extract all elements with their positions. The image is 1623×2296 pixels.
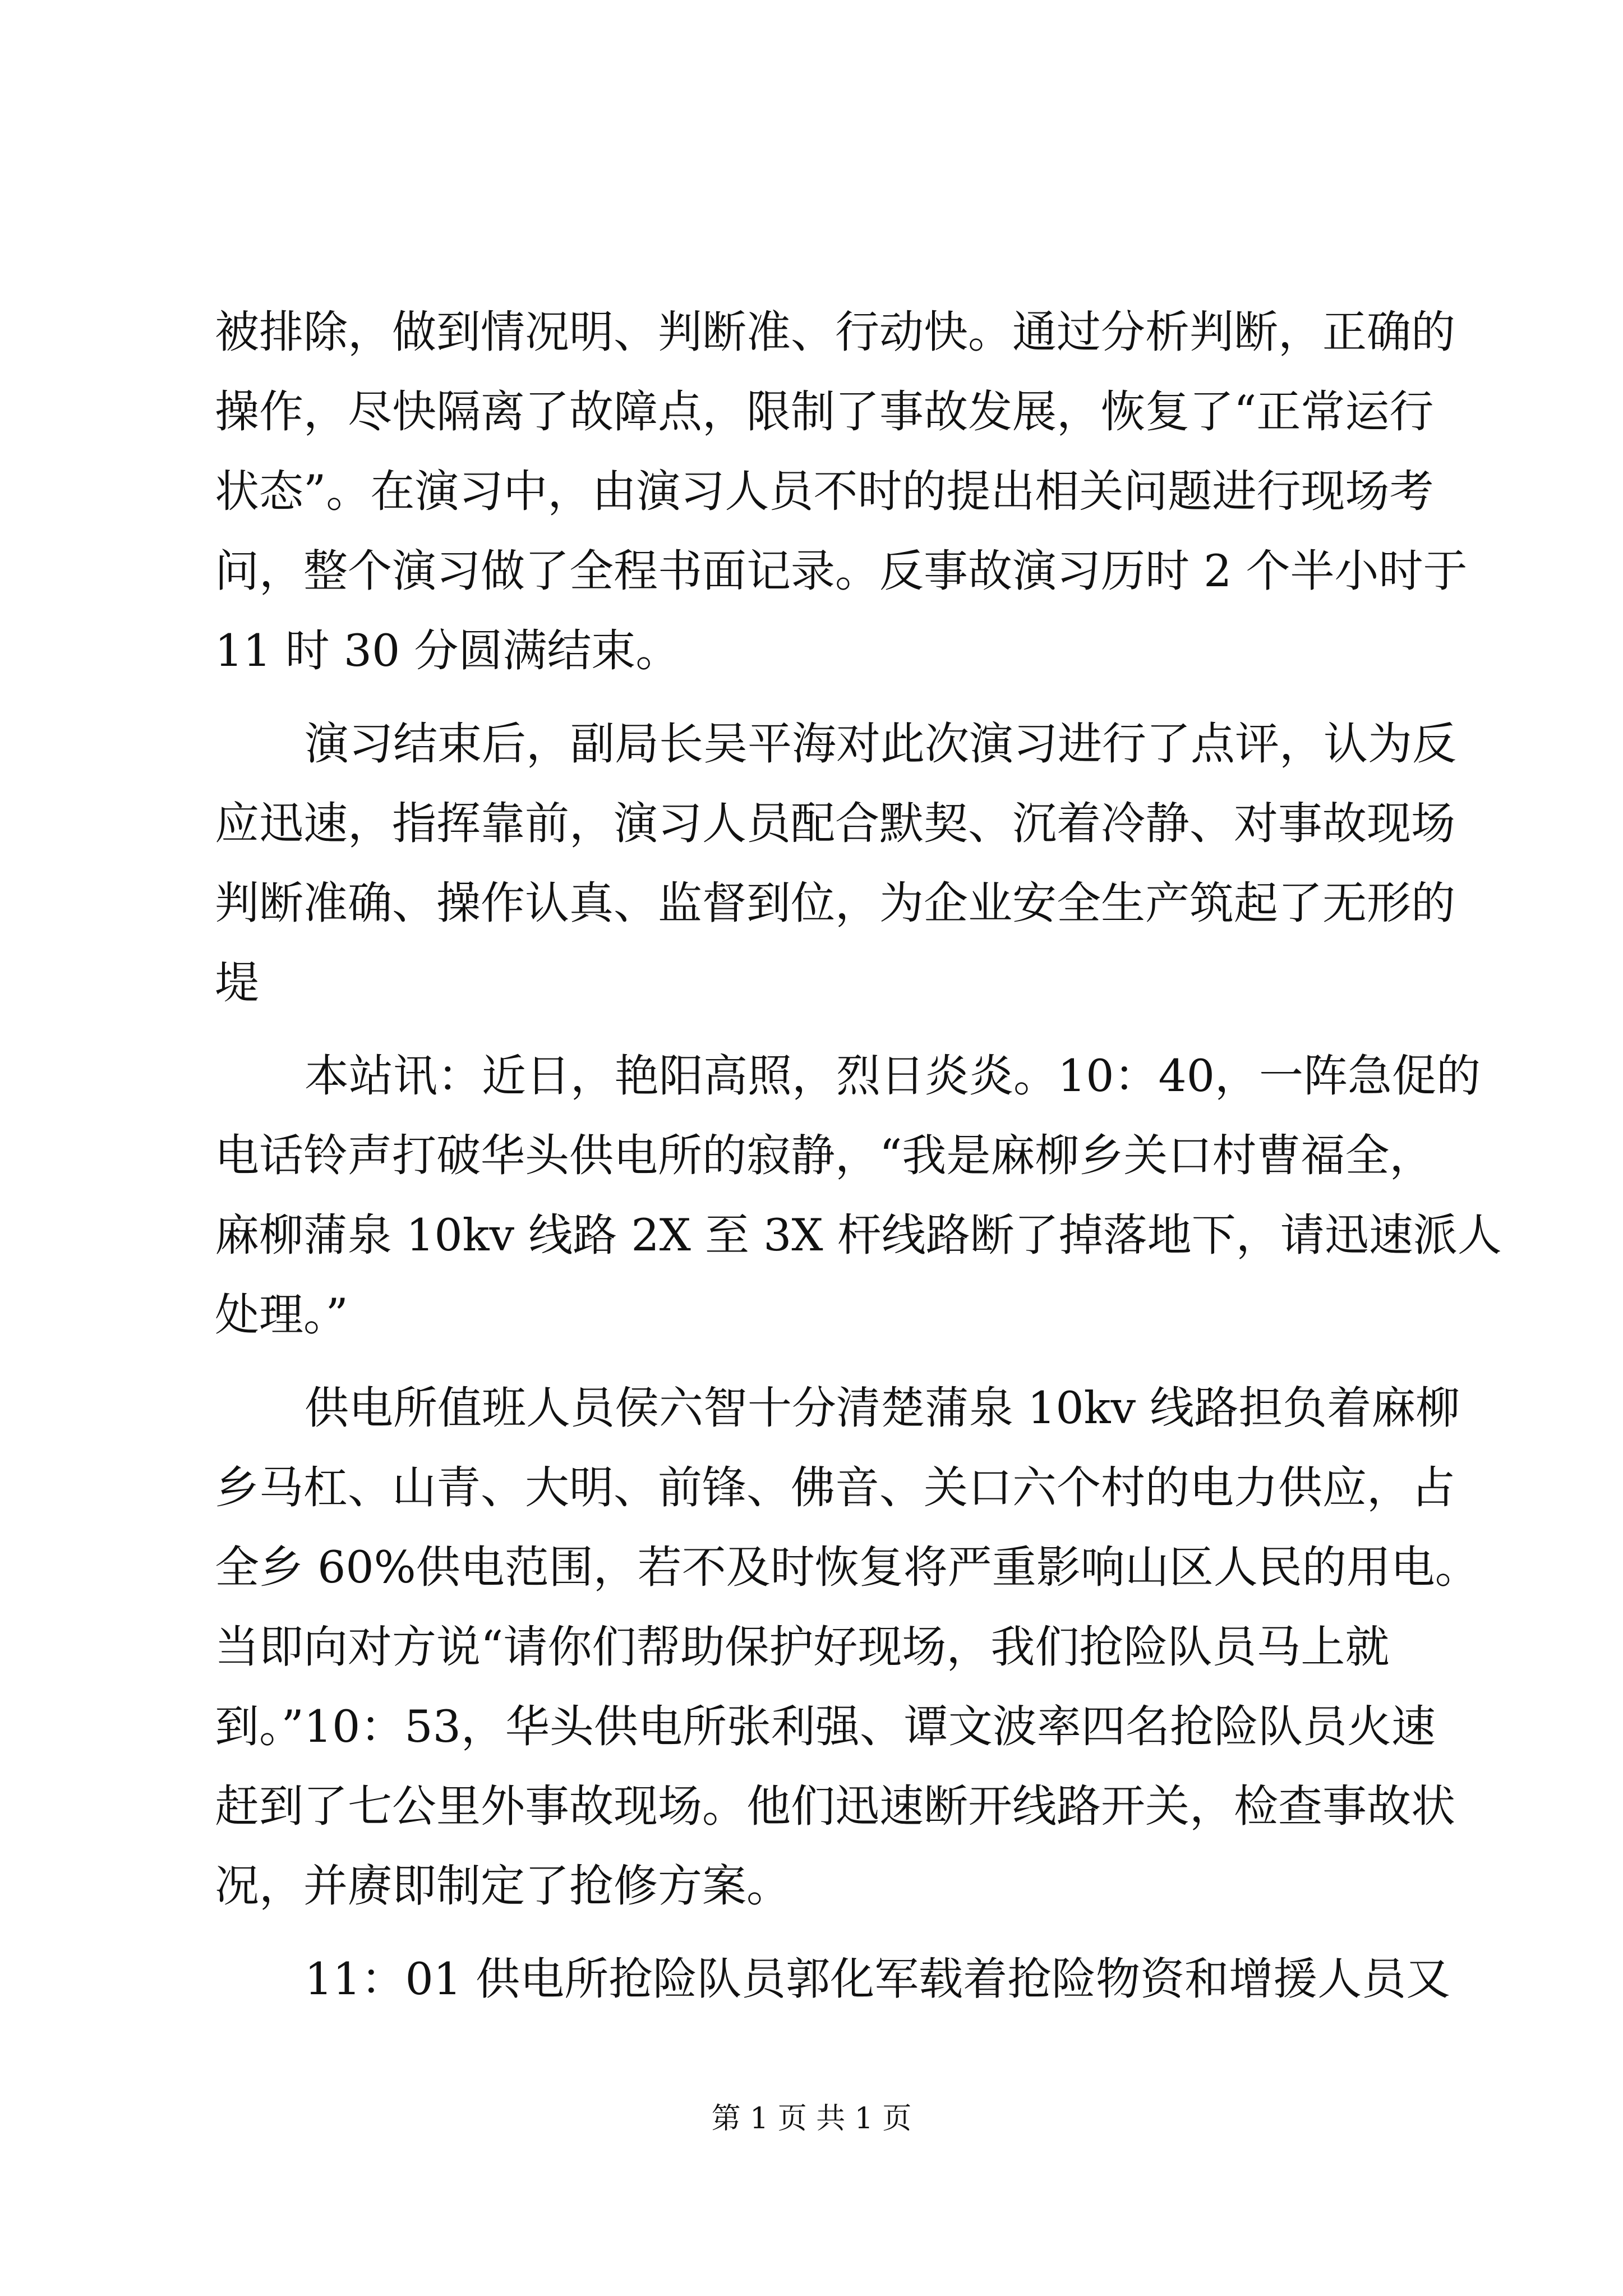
text-line: 乡马杠、山青、大明、前锋、佛音、关口六个村的电力供应，占 — [215, 1462, 1455, 1513]
text-line: 判断准确、操作认真、监督到位，为企业安全生产筑起了无形的 — [215, 877, 1455, 929]
text-line: 况，并赓即制定了抢修方案。 — [215, 1860, 791, 1912]
text-line: 麻柳蒲泉 10kv 线路 2X 至 3X 杆线路断了掉落地下，请迅速派人 — [215, 1209, 1502, 1261]
text-line: 供电所值班人员侯六智十分清楚蒲泉 10kv 线路担负着麻柳 — [305, 1382, 1460, 1434]
paragraph-1 — [215, 292, 1468, 691]
text-line: 被排除，做到情况明、判断准、行动快。通过分析判断，正确的 — [215, 306, 1455, 358]
text-line: 到。”10：53，华头供电所张利强、谭文波率四名抢险队员火速 — [215, 1701, 1436, 1752]
text-line: 演习结束后，副局长吴平海对此次演习进行了点评，认为反 — [305, 718, 1456, 770]
text-line: 赶到了七公里外事故现场。他们迅速断开线路开关，检查事故状 — [215, 1780, 1455, 1832]
page-footer: 第 1 页 共 1 页 — [711, 2102, 912, 2136]
paragraph-gap — [215, 691, 1415, 704]
paragraph-3 — [215, 1036, 1502, 1355]
text-line: 11：01 供电所抢险队员郭化军载着抢险物资和增援人员又 — [305, 1953, 1451, 2005]
text-line: 问，整个演习做了全程书面记录。反事故演习历时 2 个半小时于 — [215, 545, 1468, 597]
text-line: 处理。” — [215, 1289, 348, 1341]
paragraph-5 — [215, 1939, 1451, 2019]
paragraph-gap — [215, 1023, 1415, 1036]
paragraph-4 — [215, 1368, 1479, 1926]
text-line: 堤 — [215, 957, 259, 1009]
text-line: 当即向对方说“请你们帮助保护好现场，我们抢险队员马上就 — [215, 1621, 1390, 1673]
document-body — [215, 292, 1502, 2019]
text-line: 11 时 30 分圆满结束。 — [215, 625, 680, 677]
text-line: 电话铃声打破华头供电所的寂静，“我是麻柳乡关口村曹福全， — [215, 1130, 1434, 1181]
text-line: 应迅速，指挥靠前，演习人员配合默契、沉着冷静、对事故现场 — [215, 798, 1455, 849]
text-line: 全乡 60%供电范围，若不及时恢复将严重影响山区人民的用电。 — [215, 1542, 1479, 1593]
paragraph-2 — [215, 704, 1456, 1023]
paragraph-gap — [215, 1926, 1415, 1939]
paragraph-gap — [215, 1355, 1415, 1368]
text-line: 本站讯：近日，艳阳高照，烈日炎炎。10：40，一阵急促的 — [305, 1050, 1481, 1102]
text-line: 操作，尽快隔离了故障点，限制了事故发展，恢复了“正常运行 — [215, 386, 1434, 438]
text-line: 状态”。在演习中，由演习人员不时的提出相关问题进行现场考 — [215, 466, 1434, 517]
